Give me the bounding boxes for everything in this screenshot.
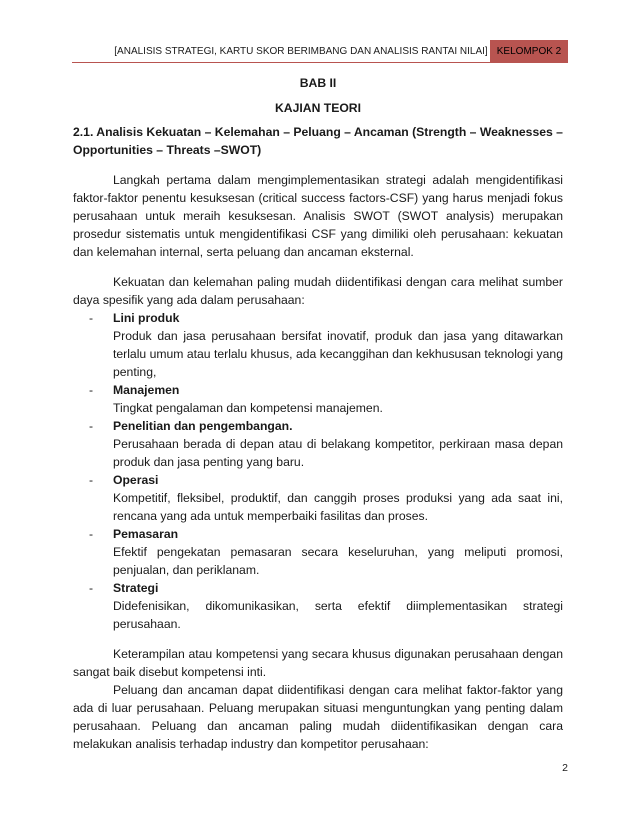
bullet-dash: - <box>89 419 94 433</box>
header-divider <box>72 62 568 63</box>
group-badge: KELOMPOK 2 <box>490 40 568 62</box>
factor-description: Didefenisikan, dikomunikasikan, serta efektif diimplementasikan strategi perusahaan. <box>113 599 563 631</box>
bullet-dash: - <box>89 527 94 541</box>
list-item <box>73 417 563 471</box>
page-header <box>72 40 568 62</box>
bullet-dash: - <box>89 473 94 487</box>
factor-description: Tingkat pengalaman dan kompetensi manajemen. <box>113 401 383 415</box>
factor-title: Operasi <box>113 473 159 487</box>
factor-description: Kompetitif, fleksibel, produktif, dan canggih proses produksi yang ada saat ini, rencana yang ada untuk memperbaiki fasilitas dan proses. <box>113 491 563 523</box>
intro-paragraph: Langkah pertama dalam mengimplementasikan strategi adalah mengidentifikasi faktor-faktor penentu kesuksesan (critical success factors-CSF) yang harus menjadi fokus perusahaan untuk meraih kesuksesan. Analisis SWOT (SWOT analysis) merupakan prosedur sistematis untuk mengidentifikasi CSF yang dimiliki oleh perusahaan: kekuatan dan kelemahan internal, serta peluang dan ancaman eksternal. <box>73 173 563 259</box>
factor-title: Lini produk <box>113 311 180 325</box>
strengths-intro-paragraph: Kekuatan dan kelemahan paling mudah diidentifikasi dengan cara melihat sumber daya spesifik yang ada dalam perusahaan: <box>73 275 563 307</box>
opportunities-paragraph: Peluang dan ancaman dapat diidentifikasi dengan cara melihat faktor-faktor yang ada di luar perusahaan. Peluang merupakan situasi menguntungkan yang penting dalam perusahaan. Peluang dan ancaman paling mudah diidentifikasikan dengan cara melakukan analisis terhadap industry dan kompetitor perusahaan: <box>73 683 563 751</box>
page-body <box>73 74 563 753</box>
chapter-title: KAJIAN TEORI <box>275 101 361 115</box>
bullet-dash: - <box>89 311 94 325</box>
page-number: 2 <box>562 762 568 774</box>
header-title: [ANALISIS STRATEGI, KARTU SKOR BERIMBANG DAN ANALISIS RANTAI NILAI] <box>114 46 488 57</box>
competence-paragraph: Keterampilan atau kompetensi yang secara khusus digunakan perusahaan dengan sangat baik disebut kompetensi inti. <box>73 647 563 679</box>
list-item <box>73 525 563 579</box>
list-item <box>73 309 563 381</box>
factor-title: Strategi <box>113 581 159 595</box>
section-heading: 2.1. Analisis Kekuatan – Kelemahan – Peluang – Ancaman (Strength – Weaknesses – Opportunities – Threats –SWOT) <box>73 125 563 157</box>
factor-title: Pemasaran <box>113 527 179 541</box>
list-item <box>73 381 563 417</box>
list-item <box>73 579 563 633</box>
list-item <box>73 471 563 525</box>
factor-title: Manajemen <box>113 383 180 397</box>
chapter-number: BAB II <box>299 76 337 90</box>
factor-description: Produk dan jasa perusahaan bersifat inovatif, produk dan jasa yang ditawarkan terlalu umum atau terlalu khusus, ada kecanggihan dan kekhususan teknologi yang penting, <box>113 329 563 379</box>
factor-list <box>73 309 563 633</box>
factor-description: Perusahaan berada di depan atau di belakang kompetitor, perkiraan masa depan produk dan jasa penting yang baru. <box>113 437 563 469</box>
factor-title: Penelitian dan pengembangan. <box>113 419 293 433</box>
bullet-dash: - <box>89 581 94 595</box>
bullet-dash: - <box>89 383 94 397</box>
factor-description: Efektif pengekatan pemasaran secara keseluruhan, yang meliputi promosi, penjualan, dan periklanam. <box>113 545 563 577</box>
